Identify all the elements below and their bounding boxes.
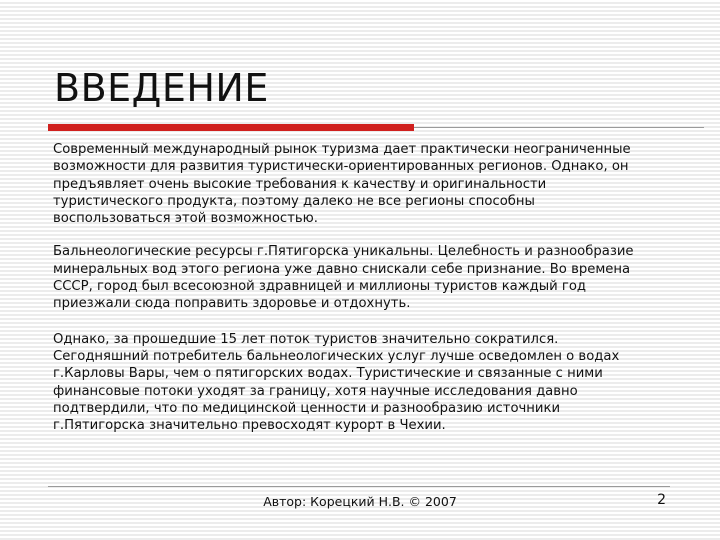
paragraph-1: Современный международный рынок туризма дает практически неограниченные возможности для развития туристически-ориентированных регионов. Однако, он предъявляет очень высокие требования к качеству и оригинальности туристического продукта, поэтому далеко не все регионы способны воспользоваться этой возможностью.	[53, 142, 631, 227]
page-number: 2	[657, 492, 666, 508]
paragraph-3: Однако, за прошедшие 15 лет поток туристов значительно сократился. Сегодняшний потребитель бальнеологических услуг лучше осведомлен о водах г.Карловы Вары, чем о пятигорских водах. Туристические и связанные с ними финансовые потоки уходят за границу, хотя научные исследования давно подтвердили, что по медицинской ценности и разнообразию источники г.Пятигорска значительно превосходят курорт в Чехии.	[53, 331, 620, 434]
body-paragraphs	[53, 141, 693, 434]
paragraph-2: Бальнеологические ресурсы г.Пятигорска уникальны. Целебность и разнообразие минеральных вод этого региона уже давно снискали себе признание. Во времена СССР, город был всесоюзной здравницей и миллионы туристов каждый год приезжали сюда поправить здоровье и отдохнуть.	[53, 244, 634, 312]
footer-author: Автор: Корецкий Н.В. © 2007	[263, 494, 457, 509]
slide-title: ВВЕДЕНИЕ	[54, 66, 269, 110]
footer-rule	[48, 486, 670, 487]
title-underline-red	[48, 124, 414, 131]
